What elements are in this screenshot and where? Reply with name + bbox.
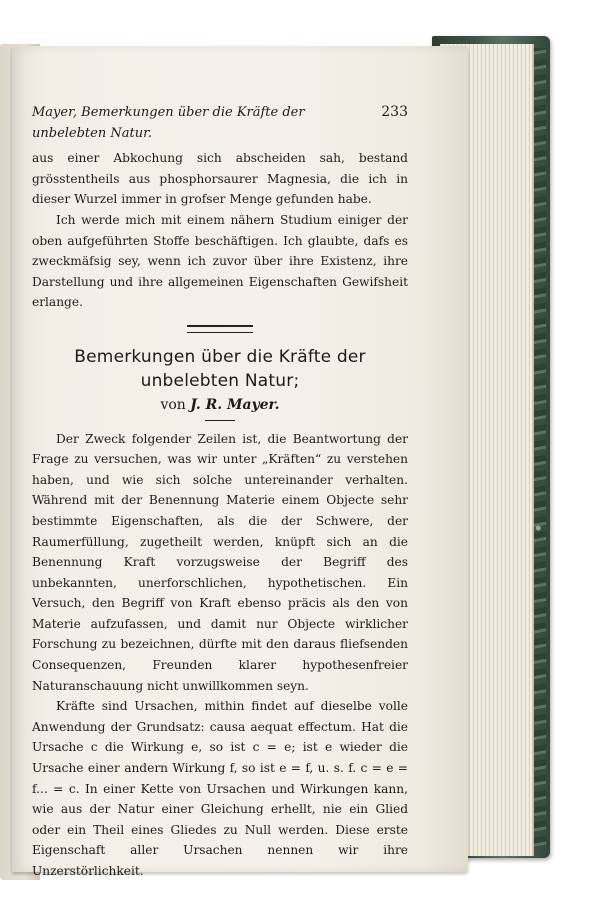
title-rule	[205, 420, 235, 421]
book-page	[12, 46, 468, 878]
author-prefix: von	[160, 396, 186, 413]
paragraph: Ich werde mich mit einem nähern Studium einiger der oben aufgeführten Stoffe beschäftigen. Ich glaubte, dafs es zweckmäfsig sey, wenn ich zuvor über ihre Existenz, ihre Darstellung und ihre allgemeinen Eigenschaften Gewifsheit erlange.	[32, 212, 408, 310]
running-title: Mayer, Bemerkungen über die Kräfte der unbelebten Natur.	[32, 105, 305, 141]
article-title: Bemerkungen über die Kräfte der unbelebten Natur;	[74, 346, 366, 391]
paragraph: aus einer Abkochung sich abscheiden sah, bestand grösstentheils aus phosphorsaurer Magnesia, die ich in dieser Wurzel immer in grofser Menge gefunden habe.	[32, 151, 408, 207]
running-header	[32, 102, 408, 144]
paragraph: Der Zweck folgender Zeilen ist, die Beantwortung der Frage zu versuchen, was wir unter „Kräften“ zu verstehen haben, und wie sich solche untereinander verhalten. Während mit der Benennung Materie einem Objecte sehr bestimmte Eigenschaften, als die der Schwere, der Raumerfüllung, zugetheilt werden, knüpft sich an die Benennung Kraft vorzugsweise der Begriff des unbekannten, unerforschlichen, hypothetischen. Ein Versuch, den Begriff von Kraft ebenso präcis als den von Materie aufzufassen, und damit nur Objecte wirklicher Forschung zu bezeichnen, dürfte mit den daraus fliefsenden Consequenzen, Freunden klarer hypothesenfreier Naturanschauung nicht unwillkommen seyn.	[32, 431, 408, 693]
article-author	[32, 395, 408, 416]
paragraph: Kräfte sind Ursachen, mithin findet auf dieselbe volle Anwendung der Grundsatz: causa aequat effectum. Hat die Ursache c die Wirkung e, so ist c = e; ist e wieder die Ursache einer andern Wirkung f, so ist e = f, u. s. f. c = e = f... = c. In einer Kette von Ursachen und Wirkungen kann, wie aus der Natur einer Gleichung erhellt, nie ein Glied oder ein Theil eines Gliedes zu Null werden. Diese erste Eigenschaft aller Ursachen nennen wir ihre Unzerstörlichkeit.	[32, 699, 408, 878]
page-text	[32, 102, 408, 882]
author-name: J. R. Mayer.	[190, 396, 280, 413]
section-divider	[187, 325, 253, 333]
page-number: 233	[381, 104, 408, 120]
